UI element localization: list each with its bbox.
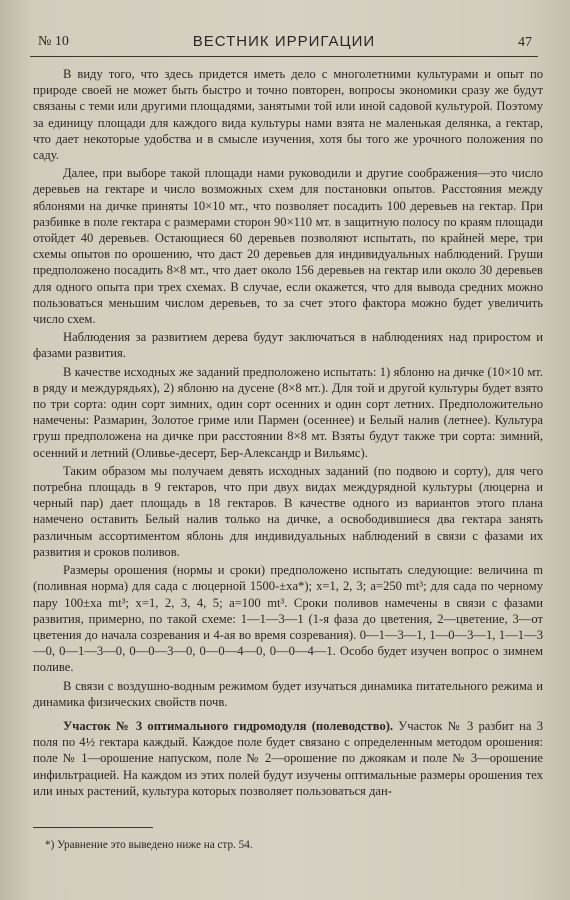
header-rule: [30, 56, 538, 57]
article-body: [33, 66, 543, 801]
paragraph: Размеры орошения (нормы и сроки) предположено испытать следующие: величина m (поливная норма) для сада с люцерной 1500-±xa*); x=1, 2, 3; a=250 mt³; для сада по черному пару 100±xa mt³; x=1, 2, 3, 4, 5; a=100 mt³. Сроки поливов намечены в связи с фазами развития, примерно, по такой схеме: 1—1—3—1 (1-я фаза до цветения, 2—цветение, 3—от цветения до начала созревания и 4-ая во время созревания). 0—1—3—1, 1—0—3—1, 1—1—3—0, 0—1—3—0, 0—0—3—0, 0—0—4—0, 0—0—4—1. Особо будет изучен вопрос о зимнем поливе.: [33, 563, 543, 675]
paragraph: Далее, при выборе такой площади нами руководили и другие соображения—это число деревьев на гектаре и число возможных схем для постановки опытов. Расстояния между яблонями на дичке приняты 10×10 мт., что позволяет посадить 100 деревьев на гектар. При разбивке в поле гектара с размерами сторон 90×110 мт. в защитную полосу по краям площади отойдет 40 деревьев. Остающиеся 60 деревьев позволяют испытать, по крайней мере, три схемы опытов по орошению, что даст 20 деревьев для индивидуальных наблюдений. Груши предположено посадить 8×8 мт., что дает около 156 деревьев на гектар или около 30 деревьев для одного опыта при трех схемах. В случае, если окажется, что для вывода средних можно пользоваться меньшим числом деревьев, то за счет этого фактора можно будет увеличить число схем.: [33, 166, 543, 327]
paragraph: В виду того, что здесь придется иметь дело с многолетними культурами и опыт по природе своей не может быть быстро и точно повторен, вопросы экономики сразу же будут связаны с теми или другими площадями, занятыми той или иной садовой культурой. Поэтому за единицу площади для каждого вида культуры нами взята не маленькая делянка, а гектар, что дает некоторые удобства и в смысле изучения, хотя бы того же урочного положения по саду.: [33, 67, 543, 163]
paragraph: В качестве исходных же заданий предположено испытать: 1) яблоню на дичке (10×10 мт. в ряду и междурядьях), 2) яблоню на дусене (8×8 мт.). Для той и другой культуры будет взято по три сорта: один сорт зимних, один сорт осенних и один сорт летних. Предположительно намечены: Размарин, Золотое гриме или Пармен (осеннее) и Белый налив (летнее). Культура груш предположена на дичке при расстоянии 8×8 мт. Взяты будут также три сорта: зимний, осенний и летний (Оливье-десерт, Бер-Александр и Вильямс).: [33, 364, 543, 460]
paragraph: Наблюдения за развитием дерева будут заключаться в наблюдениях над приростом и фазами развития.: [33, 330, 543, 361]
issue-number: № 10: [38, 34, 69, 49]
section-paragraph: [33, 718, 543, 799]
paragraph: В связи с воздушно-водным режимом будет изучаться динамика питательного режима и динамика физических свойств почв.: [33, 678, 543, 709]
page-number: 47: [518, 35, 532, 50]
section-text: Участок № 3 разбит на 3 поля по 4½ гектара каждый. Каждое поле будет связано с определенным методом орошения: поле № 1—орошение напуском, поле № 2—орошение по джоякам и поле № 3—орошение инфильтрацией. На каждом из этих полей будут изучены оптимальные размеры орошения тех или иных растений, культура которых позволяет пользоваться дан-: [33, 718, 543, 798]
footnote-rule: [33, 827, 153, 828]
section-heading: Участок № 3 оптимального гидромодуля (полеводство).: [63, 718, 394, 733]
journal-title: ВЕСТНИК ИРРИГАЦИИ: [192, 33, 376, 50]
paragraph: Таким образом мы получаем девять исходных заданий (по подвою и сорту), для чего потребна площадь в 9 гектаров, что при двух видах междурядной культуры (люцерна и черный пар) дает площадь в 18 гектаров. В качестве одного из вариантов этого плана намечено оставить Белый налив только на дичке, а освободившиеся два гектара занять различным ассортиментом яблонь для индивидуальных наблюдений в связи с фазами их развития и сроков поливов.: [33, 463, 543, 559]
footnote: *) Уравнение это выведено ниже на стр. 54.: [45, 839, 253, 851]
running-header: [28, 32, 540, 54]
